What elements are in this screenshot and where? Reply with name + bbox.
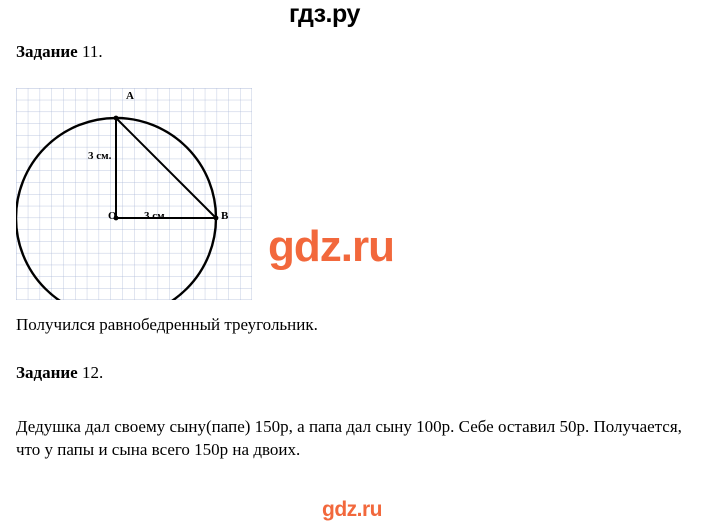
task-11-answer-text: Получился равнобедренный треугольник.: [16, 315, 318, 334]
label-point-a: A: [126, 90, 134, 102]
site-logo-top: [289, 0, 360, 29]
circle-triangle-drawing: [16, 88, 252, 300]
label-point-o: O: [108, 210, 117, 222]
task-12-answer-text: Дедушка дал своему сыну(папе) 150р, а папа дал сыну 100р. Себе оставил 50р. Получается, что у папы и сына всего 150р на двоих.: [16, 417, 682, 459]
task-11-heading-word: Задание: [16, 42, 78, 61]
label-radius-horizontal: 3 см.: [144, 210, 168, 222]
geometry-figure: [16, 88, 252, 300]
label-radius-vertical: 3 см.: [88, 150, 112, 162]
point-b-marker: [214, 216, 219, 221]
site-logo-bottom-text: gdz.ru: [322, 498, 382, 521]
segment-ab-line: [116, 118, 216, 218]
site-logo-top-text: гдз.ру: [289, 0, 360, 28]
task-12-heading-number: 12.: [81, 363, 104, 382]
task-11-heading: [16, 42, 103, 62]
task-12-heading: [16, 363, 103, 383]
task-11-heading-number: 11.: [81, 42, 103, 61]
task-12-heading-word: Задание: [16, 363, 78, 382]
site-logo-bottom: [322, 498, 382, 522]
watermark-logo: [268, 222, 394, 272]
point-a-marker: [114, 116, 119, 121]
label-point-b: B: [221, 210, 229, 222]
watermark-text: gdz.ru: [268, 222, 394, 271]
